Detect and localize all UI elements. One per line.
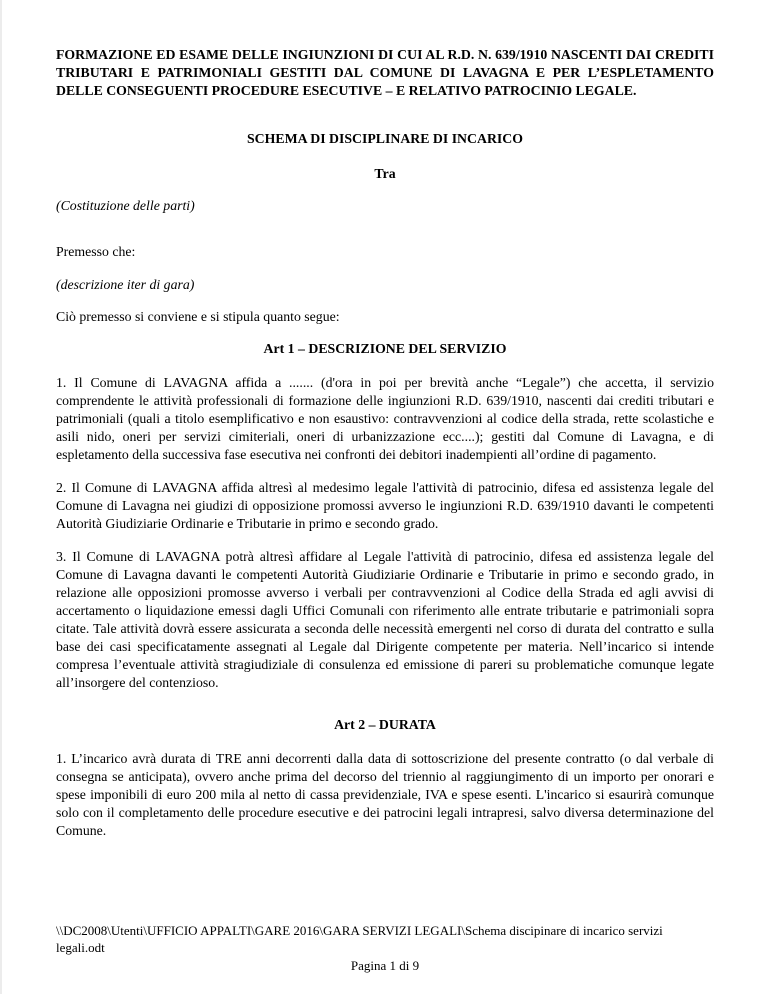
article-1-heading: Art 1 – DESCRIZIONE DEL SERVIZIO xyxy=(263,341,507,356)
agreement-line: Ciò premesso si conviene e si stipula quanto segue: xyxy=(56,309,340,324)
article-1-paragraph-2: 2. Il Comune di LAVAGNA affida altresì al medesimo legale l'attività di patrocinio, difesa ed assistenza legale del Comune di Lavagna nei giudizi di opposizione promossi avverso le ingiunzioni R.D. 639/1910 davanti le competenti Autorità Giudiziarie Ordinarie e Tributarie in primo e secondo grado. xyxy=(56,480,714,531)
article-2-paragraph-1: 1. L’incarico avrà durata di TRE anni decorrenti dalla data di sottoscrizione del presente contratto (o dal verbale di consegna se anticipata), ovvero anche prima del decorso del triennio al raggiungimento di un importo per onorari e spese imponibili di euro 200 mila al netto di cassa previdenziale, IVA e spese esenti. L'incarico si esaurirà comunque solo con il completamento delle procedure esecutive e dei patrocini legali intrapresi, salvo diversa determinazione del Comune. xyxy=(56,751,714,838)
document-subtitle: SCHEMA DI DISCIPLINARE DI INCARICO xyxy=(247,131,523,146)
page-footer xyxy=(56,922,714,974)
premise-label: Premesso che: xyxy=(56,244,136,259)
parties-placeholder: (Costituzione delle parti) xyxy=(56,198,195,213)
tender-placeholder: (descrizione iter di gara) xyxy=(56,277,195,292)
tra-heading: Tra xyxy=(374,166,396,181)
page-number: Pagina 1 di 9 xyxy=(350,958,420,973)
article-1-paragraph-1: 1. Il Comune di LAVAGNA affida a ....... (d'ora in poi per brevità anche “Legale”) che accetta, il servizio comprendente le attività professionali di formazione delle ingiunzioni R.D. 639/1910, nascenti dai crediti tributari e patrimoniali (quali a titolo esemplificativo e non esaustivo: contravvenzioni al codice della strada, rette scolastiche e asili nido, oneri per servizi cimiteriali, oneri di urbanizzazione ecc....); gestiti dal Comune di Lavagna, e di espletamento della successiva fase esecutiva nei confronti dei debitori inadempienti all’ordine di pagamento. xyxy=(56,375,714,462)
document-title: FORMAZIONE ED ESAME DELLE INGIUNZIONI DI CUI AL R.D. N. 639/1910 NASCENTI DAI CREDITI TRIBUTARI E PATRIMONIALI GESTITI DAL COMUNE DI LAVAGNA E PER L’ESPLETAMENTO DELLE CONSEGUENTI PROCEDURE ESECUTIVE – E RELATIVO PATROCINIO LEGALE. xyxy=(56,47,714,98)
article-2-heading: Art 2 – DURATA xyxy=(334,717,436,732)
file-path: \\DC2008\Utenti\UFFICIO APPALTI\GARE 2016\GARA SERVIZI LEGALI\Schema discipinare di incarico servizi legali.odt xyxy=(56,923,663,955)
article-1-paragraph-3: 3. Il Comune di LAVAGNA potrà altresì affidare al Legale l'attività di patrocinio, difesa ed assistenza legale del Comune di Lavagna davanti le competenti Autorità Giudiziarie Ordinarie e Tributarie in primo e secondo grado, in relazione alle opposizioni promosse avverso i verbali per contravvenzioni al Codice della Strada ed agli avvisi di accertamento o liquidazione emessi dagli Uffici Comunali con riferimento alle entrate tributarie e patrimoniali sopra citate. Tale attività dovrà essere assicurata a seconda delle necessità emergenti nel corso di durata del contratto e sulla base dei casi specificatamente assegnati al Legale dal Dirigente competente per materia. Nell’incarico si intende compresa l’eventuale attività stragiudiziale di consulenza ed emissione di pareri su problematiche comunque legate all’insorgere del contenzioso. xyxy=(56,549,714,690)
